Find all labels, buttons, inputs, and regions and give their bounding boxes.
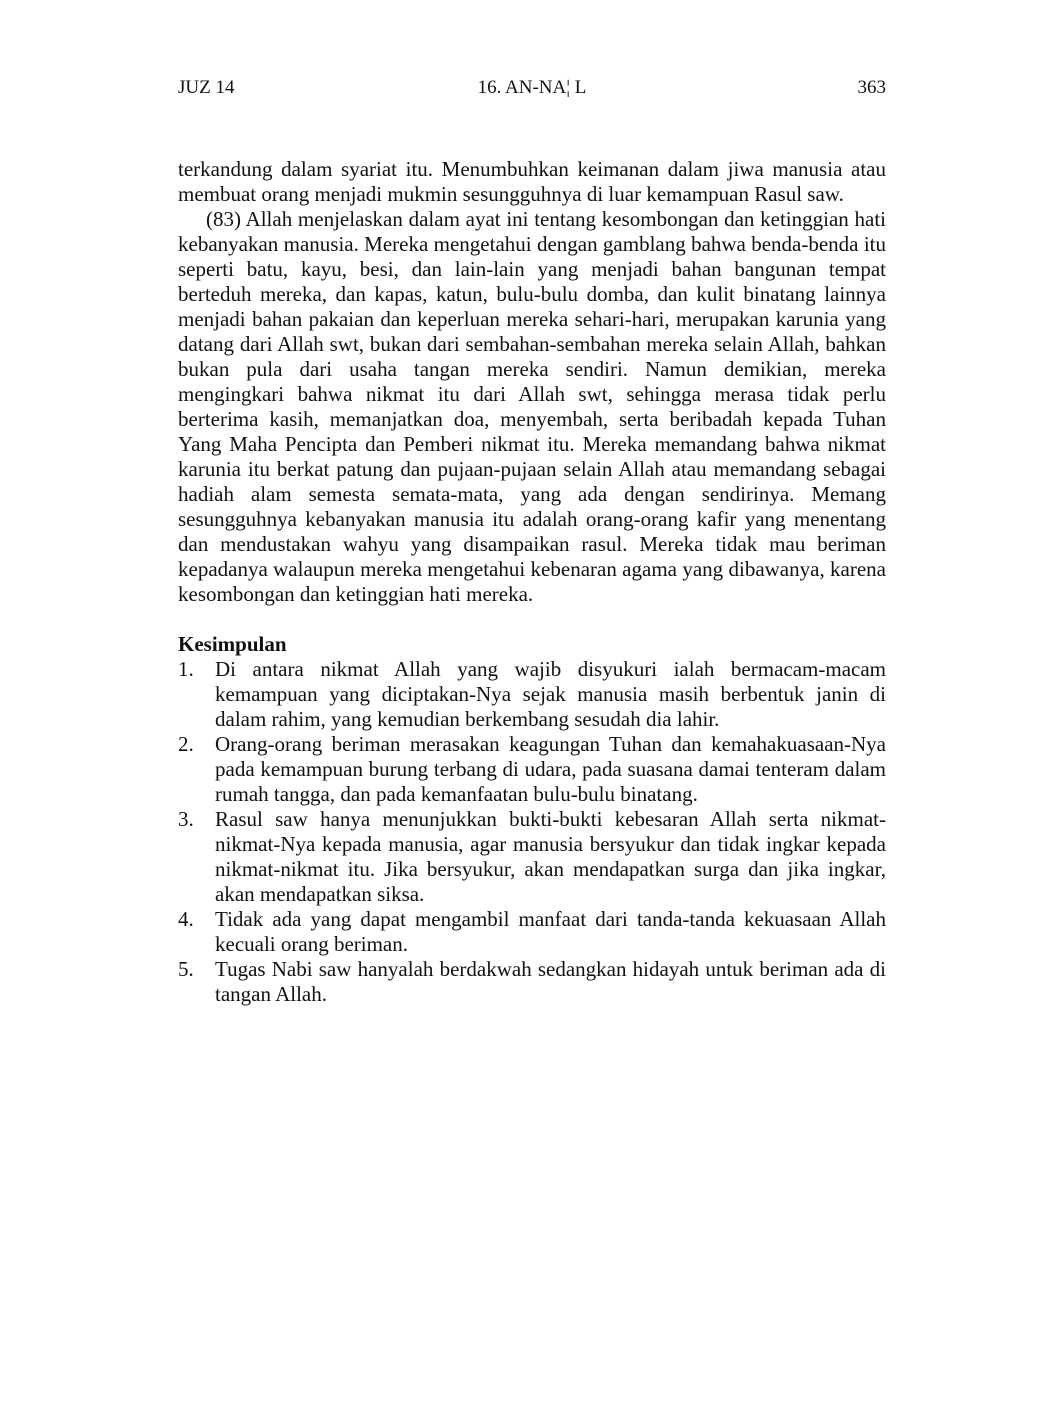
list-item [178,732,886,807]
page-body [178,157,886,1007]
list-item-number: 3. [178,807,194,831]
list-item-number: 4. [178,907,194,931]
list-item-number: 2. [178,732,194,756]
page-header [178,75,886,105]
list-item-text: Tidak ada yang dapat mengambil manfaat dari tanda-tanda kekuasaan Allah kecuali orang beriman. [215,907,886,956]
list-item-number: 1. [178,657,194,681]
list-item [178,807,886,907]
paragraph-continuation: terkandung dalam syariat itu. Menumbuhkan keimanan dalam jiwa manusia atau membuat orang menjadi mukmin sesungguhnya di luar kemampuan Rasul saw. [178,157,886,206]
list-item [178,907,886,957]
list-item-text: Orang-orang beriman merasakan keagungan Tuhan dan kemahakuasaan-Nya pada kemampuan burung terbang di udara, pada suasana damai tenteram dalam rumah tangga, dan pada kemanfaatan bulu-bulu binatang. [215,732,886,806]
surah-title: 16. AN-NA¦ L [477,77,587,98]
list-item [178,657,886,732]
page-number: 363 [857,77,886,98]
conclusion-list [178,657,886,1007]
conclusion-heading: Kesimpulan [178,632,287,656]
list-item-text: Rasul saw hanya menunjukkan bukti-bukti kebesaran Allah serta nikmat-nikmat-Nya kepada manusia, agar manusia bersyukur dan tidak ingkar kepada nikmat-nikmat itu. Jika bersyukur, akan mendapatkan surga dan jika ingkar, akan mendapatkan siksa. [215,807,886,906]
list-item-number: 5. [178,957,194,981]
list-item-text: Tugas Nabi saw hanyalah berdakwah sedangkan hidayah untuk beriman ada di tangan Allah. [215,957,886,1006]
juz-label: JUZ 14 [178,77,235,98]
list-item [178,957,886,1007]
list-item-text: Di antara nikmat Allah yang wajib disyukuri ialah bermacam-macam kemampuan yang diciptakan-Nya sejak manusia masih berbentuk janin di dalam rahim, yang kemudian berkembang sesudah dia lahir. [215,657,886,731]
paragraph-verse-83: (83) Allah menjelaskan dalam ayat ini tentang kesombongan dan ketinggian hati kebanyakan manusia. Mereka mengetahui dengan gamblang bahwa benda-benda itu seperti batu, kayu, besi, dan lain-lain yang menjadi bahan bangunan tempat berteduh mereka, dan kapas, katun, bulu-bulu domba, dan kulit binatang lainnya menjadi bahan pakaian dan keperluan mereka sehari-hari, merupakan karunia yang datang dari Allah swt, bukan dari sembahan-sembahan mereka selain Allah, bahkan bukan pula dari usaha tangan mereka sendiri. Namun demikian, mereka mengingkari bahwa nikmat itu dari Allah swt, sehingga merasa tidak perlu berterima kasih, memanjatkan doa, menyembah, serta beribadah kepada Tuhan Yang Maha Pencipta dan Pemberi nikmat itu. Mereka memandang bahwa nikmat karunia itu berkat patung dan pujaan-pujaan selain Allah atau memandang sebagai hadiah alam semesta semata-mata, yang ada dengan sendirinya. Memang sesungguhnya kebanyakan manusia itu adalah orang-orang kafir yang menentang dan mendustakan wahyu yang disampaikan rasul. Mereka tidak mau beriman kepadanya walaupun mereka mengetahui kebenaran agama yang dibawanya, karena kesombongan dan ketinggian hati mereka. [178,207,886,606]
